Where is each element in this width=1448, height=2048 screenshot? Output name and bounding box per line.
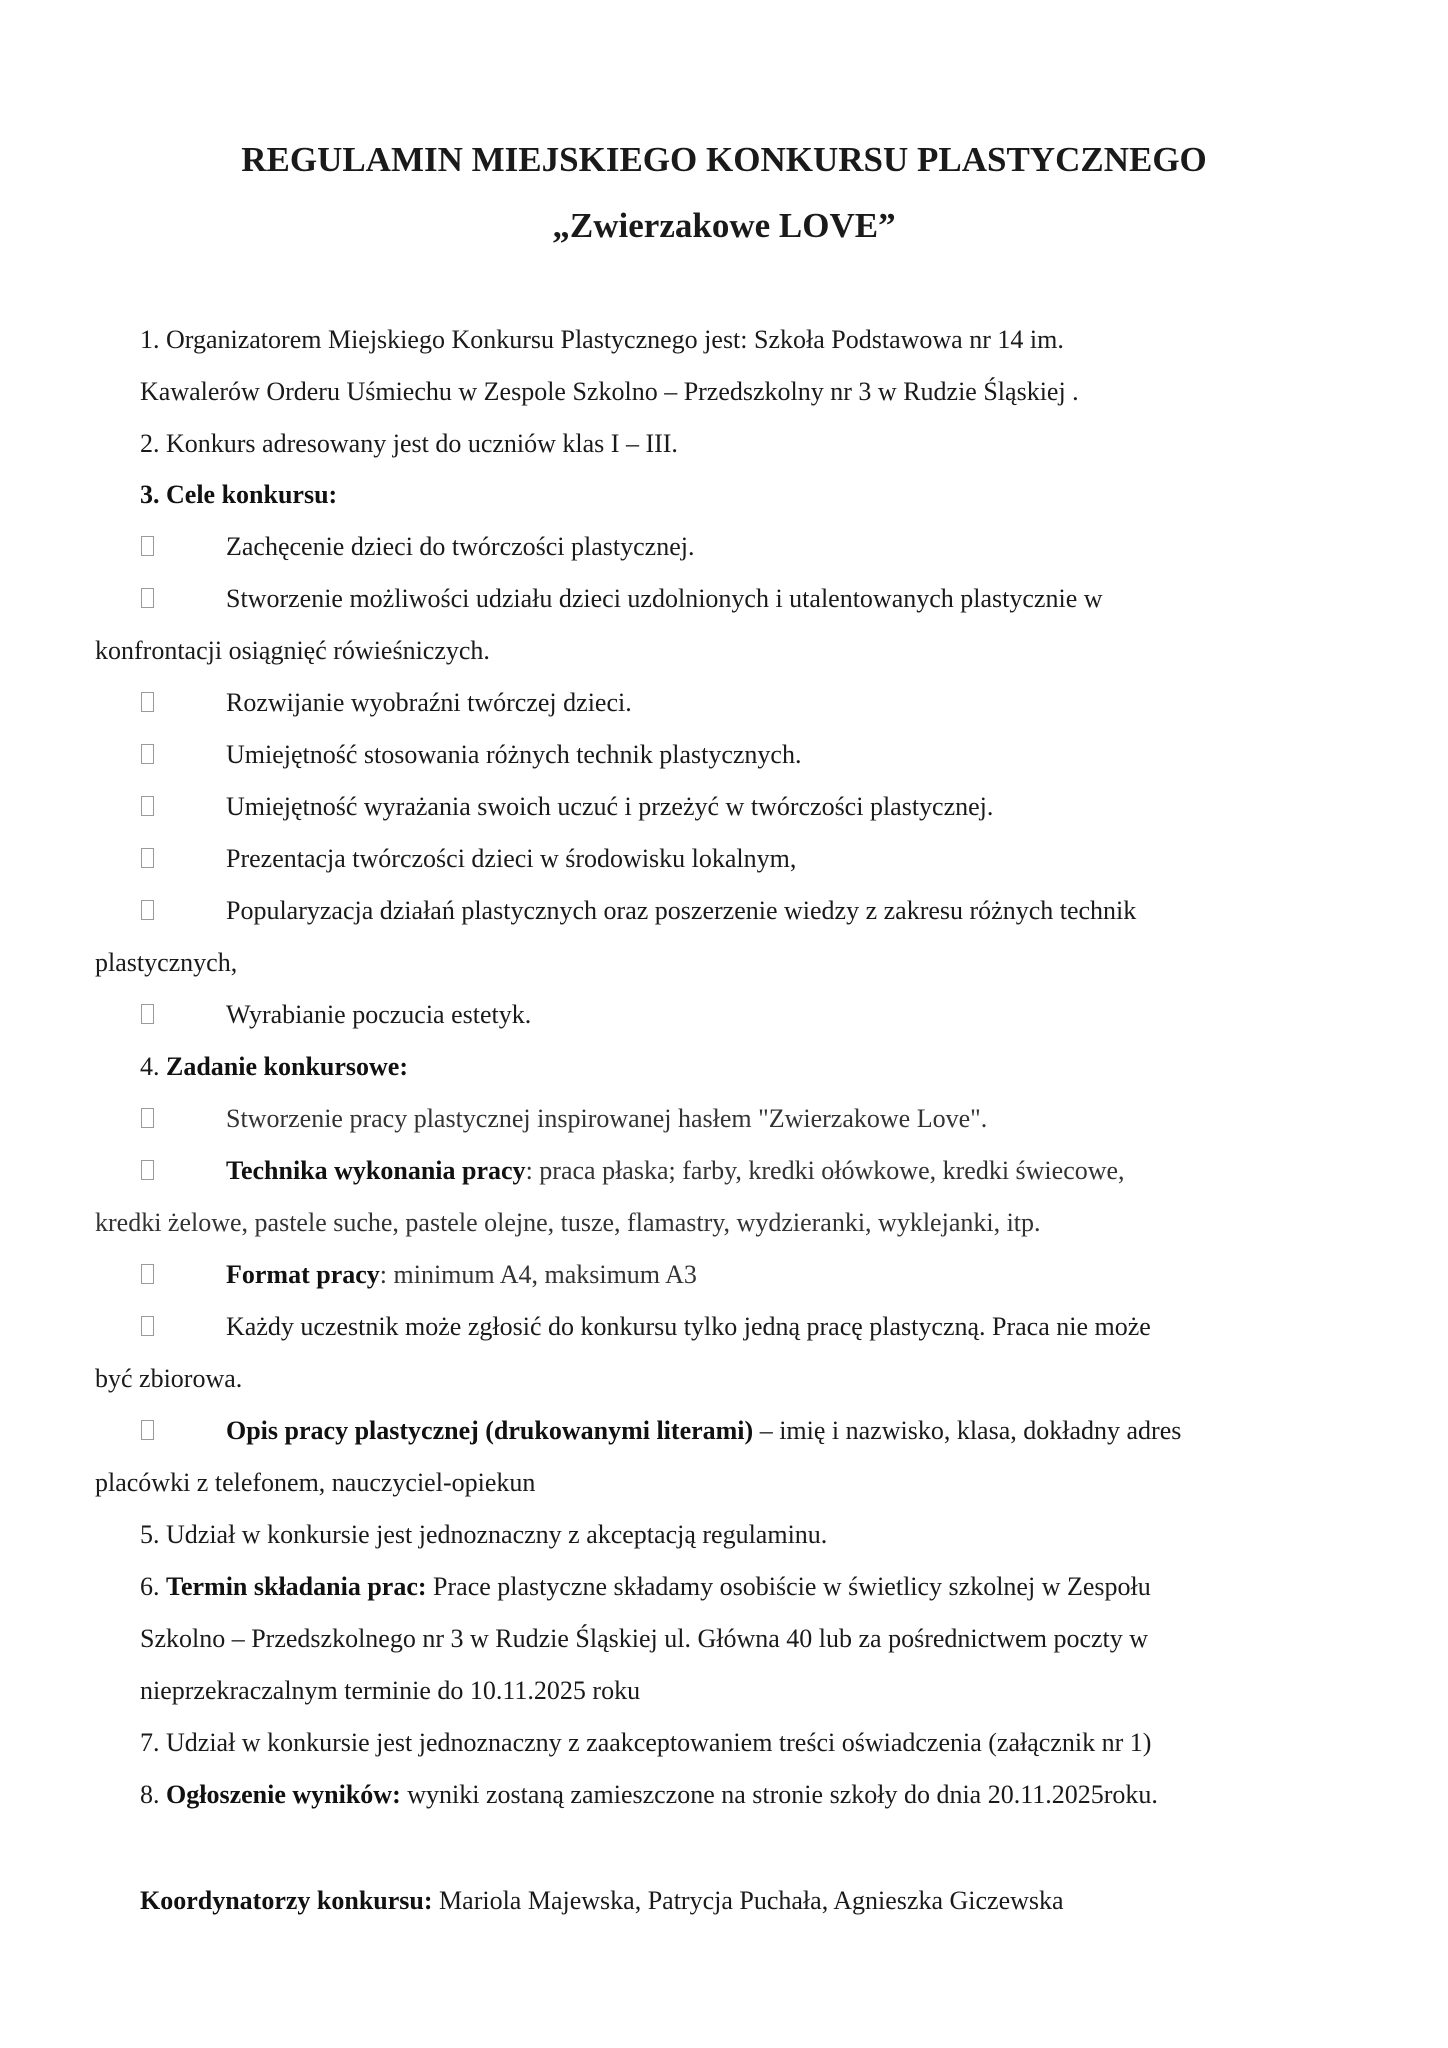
goal-6: Prezentacja twórczości dzieci w środowisku lokalnym, bbox=[226, 844, 797, 873]
bullet-box-icon bbox=[141, 588, 154, 608]
rule-6-cont: Szkolno – Przedszkolnego nr 3 w Rudzie Śląskiej ul. Główna 40 lub za pośrednictwem poczty w bbox=[140, 1624, 1149, 1653]
bullet-box-icon bbox=[141, 848, 154, 868]
task-4-cont: być zbiorowa. bbox=[95, 1364, 243, 1393]
task-2-cont: kredki żelowe, pastele suche, pastele olejne, tusze, flamastry, wydzieranki, wyklejanki, itp. bbox=[95, 1208, 1041, 1237]
goal-2-cont: konfrontacji osiągnięć rówieśniczych. bbox=[95, 636, 490, 665]
bullet-box-icon bbox=[141, 1420, 154, 1440]
bullet-box-icon bbox=[141, 1004, 154, 1024]
goal-8: Wyrabianie poczucia estetyk. bbox=[226, 1000, 532, 1029]
rule-2: 2. Konkurs adresowany jest do uczniów klas I – III. bbox=[140, 429, 678, 458]
rule-4-heading: 4. Zadanie konkursowe: bbox=[140, 1052, 408, 1081]
goal-7-cont: plastycznych, bbox=[95, 948, 238, 977]
coordinators: Koordynatorzy konkursu: Mariola Majewska, Patrycja Puchała, Agnieszka Giczewska bbox=[140, 1886, 1064, 1915]
bullet-box-icon bbox=[141, 1264, 154, 1284]
task-2: Technika wykonania pracy: praca płaska; farby, kredki ołówkowe, kredki świecowe, bbox=[226, 1156, 1125, 1185]
task-3: Format pracy: minimum A4, maksimum A3 bbox=[226, 1260, 697, 1289]
bullet-box-icon bbox=[141, 1160, 154, 1180]
rule-1: 1. Organizatorem Miejskiego Konkursu Plastycznego jest: Szkoła Podstawowa nr 14 im. bbox=[140, 325, 1064, 354]
bullet-box-icon bbox=[141, 1316, 154, 1336]
task-4: Każdy uczestnik może zgłosić do konkursu tylko jedną pracę plastyczną. Praca nie może bbox=[226, 1312, 1151, 1341]
rule-5: 5. Udział w konkursie jest jednoznaczny z akceptacją regulaminu. bbox=[140, 1520, 828, 1549]
goal-1: Zachęcenie dzieci do twórczości plastycznej. bbox=[226, 532, 695, 561]
bullet-box-icon bbox=[141, 536, 154, 556]
document-title: REGULAMIN MIEJSKIEGO KONKURSU PLASTYCZNEGO bbox=[241, 140, 1207, 179]
rule-6: 6. Termin składania prac: Prace plastyczne składamy osobiście w świetlicy szkolnej w Zespołu bbox=[140, 1572, 1151, 1601]
bullet-box-icon bbox=[141, 900, 154, 920]
bullet-box-icon bbox=[141, 796, 154, 816]
rule-7: 7. Udział w konkursie jest jednoznaczny z zaakceptowaniem treści oświadczenia (załącznik nr 1) bbox=[140, 1728, 1152, 1757]
goal-4: Umiejętność stosowania różnych technik plastycznych. bbox=[226, 740, 802, 769]
goal-3: Rozwijanie wyobraźni twórczej dzieci. bbox=[226, 688, 632, 717]
task-1: Stworzenie pracy plastycznej inspirowanej hasłem "Zwierzakowe Love". bbox=[226, 1104, 988, 1133]
rule-8: 8. Ogłoszenie wyników: wyniki zostaną zamieszczone na stronie szkoły do dnia 20.11.2025roku. bbox=[140, 1780, 1158, 1809]
goal-7: Popularyzacja działań plastycznych oraz poszerzenie wiedzy z zakresu różnych technik bbox=[226, 896, 1137, 925]
rule-6-cont2: nieprzekraczalnym terminie do 10.11.2025 roku bbox=[140, 1676, 641, 1705]
goal-2: Stworzenie możliwości udziału dzieci uzdolnionych i utalentowanych plastycznie w bbox=[226, 584, 1103, 613]
bullet-box-icon bbox=[141, 692, 154, 712]
bullet-box-icon bbox=[141, 1108, 154, 1128]
document-subtitle: „Zwierzakowe LOVE” bbox=[552, 206, 896, 245]
bullet-box-icon bbox=[141, 744, 154, 764]
rule-3-heading: 3. Cele konkursu: bbox=[140, 480, 338, 509]
task-5-cont: placówki z telefonem, nauczyciel-opiekun bbox=[95, 1468, 536, 1497]
rule-1-cont: Kawalerów Orderu Uśmiechu w Zespole Szkolno – Przedszkolny nr 3 w Rudzie Śląskiej . bbox=[140, 377, 1079, 406]
goal-5: Umiejętność wyrażania swoich uczuć i przeżyć w twórczości plastycznej. bbox=[226, 792, 994, 821]
task-5: Opis pracy plastycznej (drukowanymi literami) – imię i nazwisko, klasa, dokładny adres bbox=[226, 1416, 1182, 1445]
